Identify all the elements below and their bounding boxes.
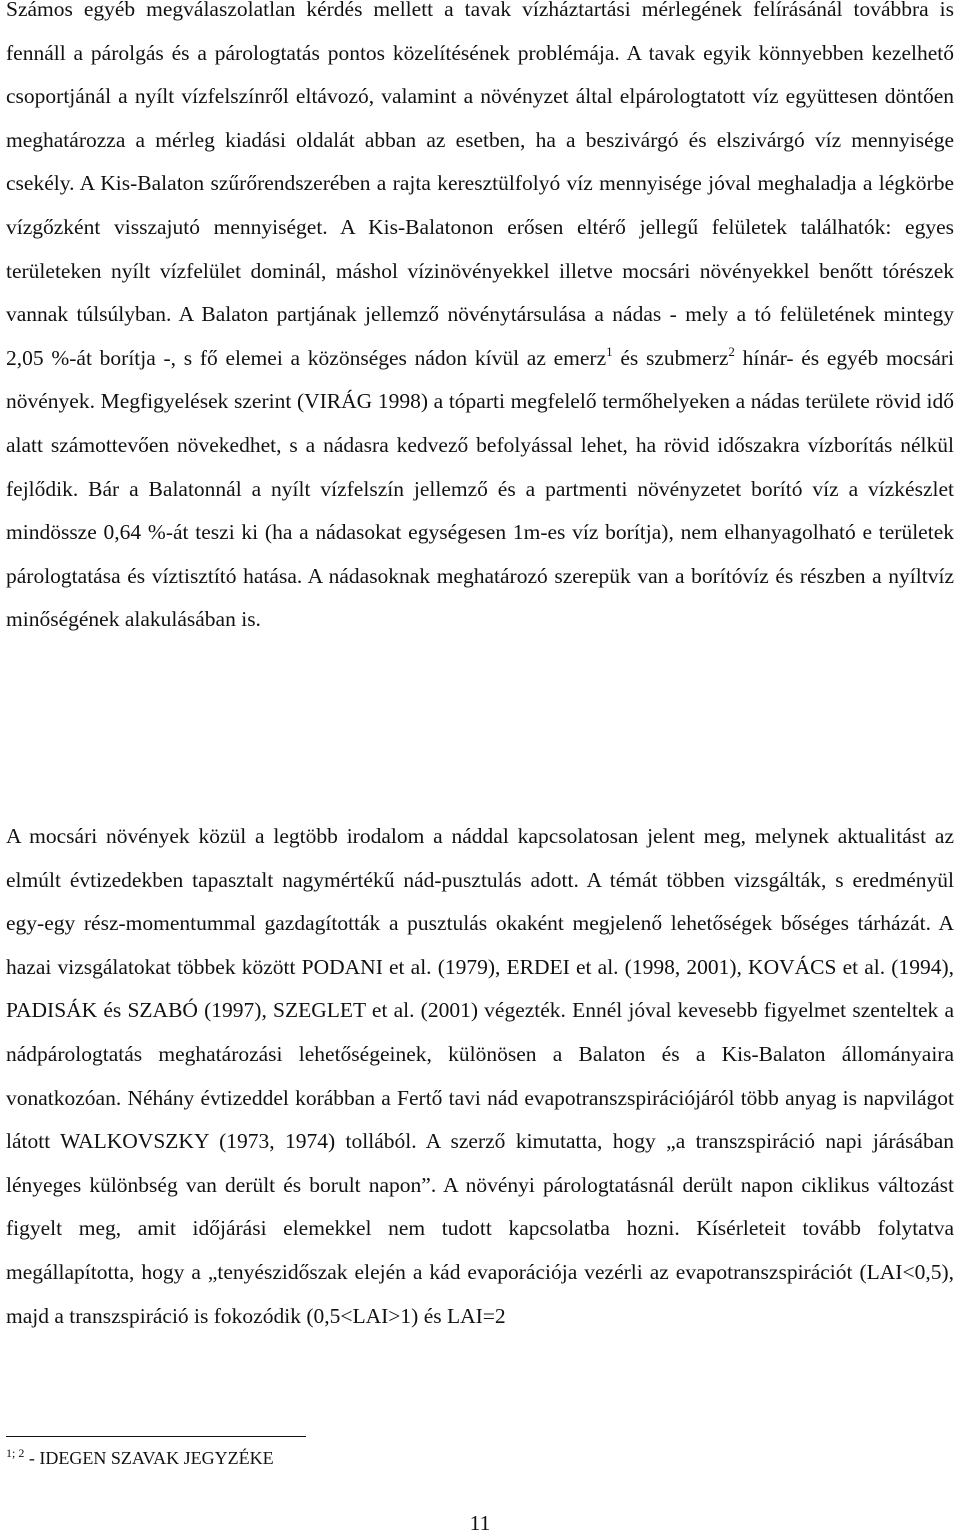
footnote-ref-1: 1: [606, 343, 613, 359]
paragraph-1-text-c: hínár- és egyéb mocsári növények. Megfigyelések szerint (VIRÁG 1998) a tóparti megfelelő termőhelyeken a nádas területe rövid idő alatt számottevően növekedhet, s a nádasra kedvező befolyással lehet, ha rövid időszakra vízborítás nélkül fejlődik. Bár a Balatonnál a nyílt vízfelszín jellemző és a partmenti növényzetet borító víz a vízkészlet mindössze 0,64 %-át teszi ki (ha a nádasokat egységesen 1m-es víz borítja), nem elhanyagolható e területek párologtatása és víztisztító hatása. A nádasoknak meghatározó szerepük van a borítóvíz és részben a nyíltvíz minőségének alakulásában is.: [6, 345, 954, 632]
footnote-text: - IDEGEN SZAVAK JEGYZÉKE: [24, 1448, 274, 1468]
paragraph-1-text-b: és szubmerz: [612, 345, 729, 370]
page-number: 11: [469, 1511, 491, 1535]
paragraph-1-text-a: Számos egyéb megválaszolatlan kérdés mellett a tavak vízháztartási mérlegének felírásánál továbbra is fennáll a párolgás és a párologtatás pontos közelítésének problémája. A tavak egyik könnyebben kezelhető csoportjánál a nyílt vízfelszínről eltávozó, valamint a növényzet által elpárologtatott víz együttesen döntően meghatározza a mérleg kiadási oldalát abban az esetben, ha a beszivárgó és elszivárgó víz mennyisége csekély. A Kis-Balaton szűrőrendszerében a rajta keresztülfolyó víz mennyisége jóval meghaladja a légkörbe vízgőzként visszajutó mennyiséget. A Kis-Balatonon erősen eltérő jellegű felületek találhatók: egyes területeken nyílt vízfelület dominál, máshol vízinövényekkel illetve mocsári növényekkel benőtt tórészek vannak túlsúlyban. A Balaton partjának jellemző növénytársulása a nádas - mely a tó felületének mintegy 2,05 %-át borítja -, s fő elemei a közönséges nádon kívül az emerz: [6, 0, 954, 370]
body-paragraph-2: A mocsári növények közül a legtöbb irodalom a náddal kapcsolatosan jelent meg, melynek aktualitást az elmúlt évtizedekben tapasztalt nagymértékű nád-pusztulás adott. A témát többen vizsgálták, s eredményül egy-egy rész-momentummal gazdagították a pusztulás okaként megjelenő lehetőségek bőséges tárházát. A hazai vizsgálatokat többek között PODANI et al. (1979), ERDEI et al. (1998, 2001), KOVÁCS et al. (1994), PADISÁK és SZABÓ (1997), SZEGLET et al. (2001) végezték. Ennél jóval kevesebb figyelmet szenteltek a nádpárologtatás meghatározási lehetőségeinek, különösen a Balaton és a Kis-Balaton állományaira vonatkozóan. Néhány évtizeddel korábban a Fertő tavi nád evapotranszspirációjáról több anyag is napvilágot látott WALKOVSZKY (1973, 1974) tollából. A szerző kimutatta, hogy „a transzspiráció napi járásában lényeges különbség van derült és borult napon”. A növényi párologtatásnál derült napon ciklikus változást figyelt meg, amit időjárási elemekkel nem tudott kapcsolatba hozni. Kísérleteit tovább folytatva megállapította, hogy a „tenyészidőszak elején a kád evaporációja vezérli az evapotranszspirációt (LAI<0,5), majd a transzspiráció is fokozódik (0,5<LAI>1) és LAI=2: [6, 824, 954, 1328]
body-paragraph-1: [6, 0, 954, 642]
footnote-separator: [6, 1436, 306, 1437]
footnote-ref-2: 2: [728, 343, 735, 359]
footnote-marker: 1; 2: [6, 1446, 25, 1460]
footnote: [6, 1444, 274, 1472]
